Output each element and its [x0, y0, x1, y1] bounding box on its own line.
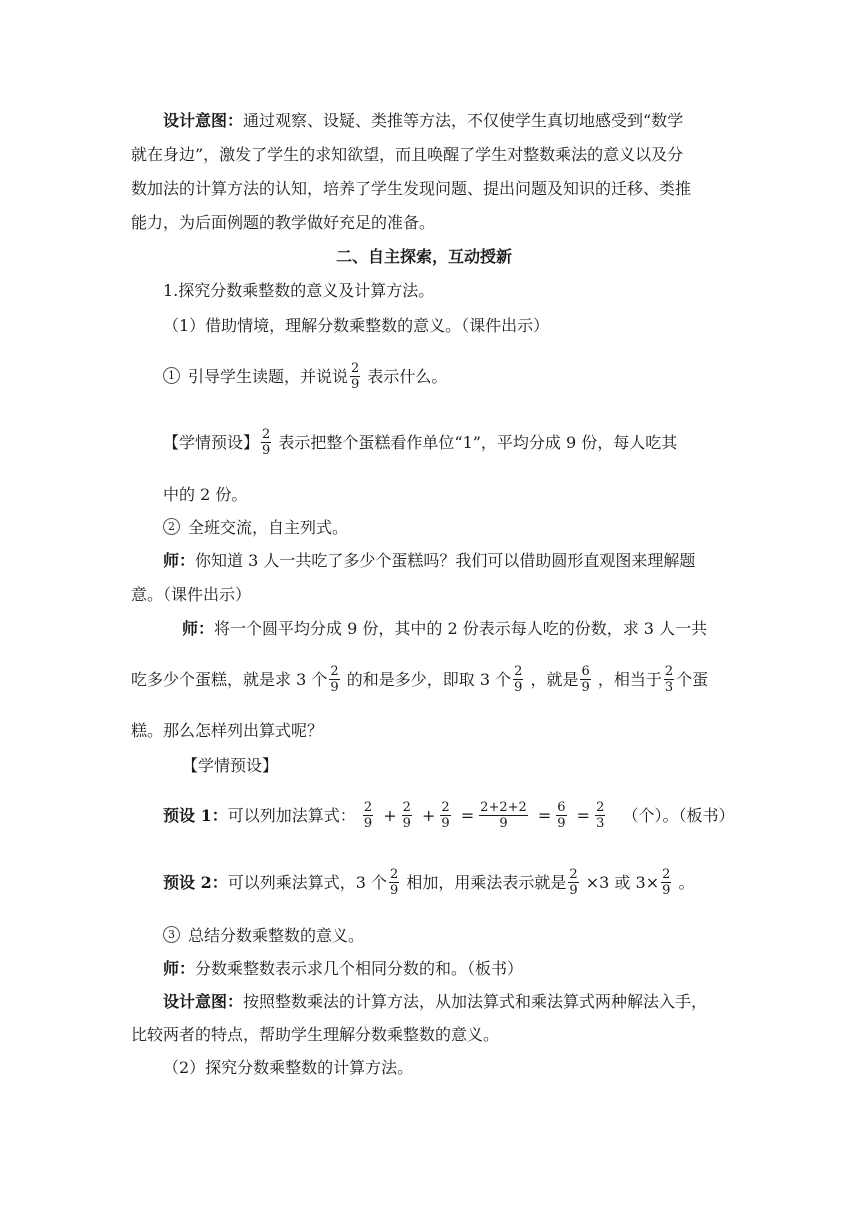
- fraction: $\frac{6}{9}$: [557, 800, 566, 831]
- step-marker: 2: [163, 518, 180, 535]
- step-text: 表示什么。: [367, 367, 448, 386]
- plus-sign: +: [421, 806, 436, 825]
- step-1: [163, 362, 447, 393]
- preset-text: 表示把整个蛋糕看作单位“1”，平均分成 9 份，每人吃其: [278, 433, 678, 452]
- design-intent-label: 设计意图：: [163, 111, 244, 130]
- fraction: $\frac{2}{3}$: [596, 800, 605, 831]
- teacher-label: 师：: [163, 551, 196, 570]
- teacher-label: 师：: [163, 959, 196, 978]
- step-2: [163, 517, 348, 539]
- paragraph-line: 数加法的计算方法的认知，培养了学生发现问题、提出问题及知识的迁移、类推: [131, 179, 692, 198]
- paragraph-text: 分数乘整数表示求几个相同分数的和。（板书）: [195, 959, 524, 978]
- sub-heading: （2）探究分数乘整数的计算方法。: [163, 1058, 414, 1077]
- fraction: $\frac{2}{9}$: [351, 361, 360, 392]
- fraction: $\frac{2}{9}$: [402, 800, 411, 831]
- preset-label: 【学情预设】: [163, 433, 260, 452]
- fraction: $\frac{2}{9}$: [441, 800, 450, 831]
- design-intent-paragraph-2: [163, 991, 707, 1013]
- fraction: $\frac{2}{9}$: [514, 664, 523, 695]
- design-intent-label: 设计意图：: [163, 992, 244, 1011]
- paragraph-text: 你知道 3 人一共吃了多少个蛋糕吗？我们可以借助圆形直观图来理解题: [195, 551, 696, 570]
- fraction: $\frac{2}{9}$: [390, 867, 399, 898]
- paragraph-line: 糕。那么怎样列出算式呢？: [131, 721, 324, 740]
- teacher-paragraph-2: [182, 618, 707, 640]
- plus-sign: +: [383, 806, 397, 825]
- preset-label: 预设 1：: [163, 806, 228, 825]
- equals-sign: =: [576, 806, 591, 825]
- preset-1-equation: 预设 1：可以列加法算式： $\frac{2}{9}$ + $\frac{2}{9}$ + $\frac{2}{9}$ = $\frac{2+2+2}{9}$ = $\frac{6}{9}$ = $\frac{2}{3}$ （个）。（板书）: [163, 800, 735, 831]
- equals-sign: =: [460, 806, 475, 825]
- preset-label: 预设 2：: [163, 873, 228, 892]
- design-intent-paragraph-1: [163, 110, 683, 132]
- fraction: $\frac{6}{9}$: [581, 664, 590, 695]
- teacher-paragraph-3: [163, 958, 523, 980]
- fraction: $\frac{2+2+2}{9}$: [480, 800, 527, 831]
- preset-heading: 【学情预设】: [182, 756, 279, 775]
- paragraph-line: 能力，为后面例题的教学做好充足的准备。: [131, 213, 436, 232]
- step-marker: 1: [163, 367, 180, 384]
- equals-sign: =: [537, 806, 552, 825]
- fraction: $\frac{2}{3}$: [664, 664, 674, 695]
- fraction: $\frac{2}{9}$: [569, 867, 578, 898]
- paragraph-text: 通过观察、设疑、类推等方法，不仅使学生真切地感受到“数学: [243, 111, 684, 130]
- paragraph-line: 比较两者的特点，帮助学生理解分数乘整数的意义。: [131, 1025, 500, 1044]
- paragraph-line: 吃多少个蛋糕，就是求 3 个 $\frac{2}{9}$ 的和是多少，即取 3 个 $\frac{2}{9}$ ，就是 $\frac{6}{9}$ ，相当于 $\frac{2}{3}$ 个蛋: [131, 664, 709, 695]
- paragraph-line: 意。（课件出示）: [131, 585, 252, 604]
- preset-paragraph: [163, 428, 677, 459]
- paragraph-line: 就在身边”，激发了学生的求知欲望，而且唤醒了学生对整数乘法的意义以及分: [131, 145, 684, 164]
- step-text: 总结分数乘整数的意义。: [188, 926, 365, 945]
- preset-2-equation: 预设 2：可以列乘法算式，3 个 $\frac{2}{9}$ 相加，用乘法表示就是 $\frac{2}{9}$ ×3 或 3× $\frac{2}{9}$ 。: [163, 867, 695, 898]
- fraction: $\frac{2}{9}$: [363, 800, 373, 831]
- teacher-paragraph-1: [163, 550, 695, 572]
- fraction: $\frac{2}{9}$: [330, 664, 339, 695]
- paragraph-text: 将一个圆平均分成 9 份，其中的 2 份表示每人吃的份数，求 3 人一共: [214, 619, 708, 638]
- step-text: 全班交流，自主列式。: [188, 518, 349, 537]
- fraction: $\frac{2}{9}$: [662, 867, 671, 898]
- fraction: $\frac{2}{9}$: [262, 427, 271, 458]
- step-3: [163, 925, 364, 947]
- item-heading: 1.探究分数乘整数的意义及计算方法。: [163, 281, 435, 300]
- step-marker: 3: [163, 926, 180, 943]
- section-title: 二、自主探索，互动授新: [336, 247, 513, 266]
- paragraph-text: 按照整数乘法的计算方法，从加法算式和乘法算式两种解法入手，: [243, 992, 708, 1011]
- paragraph-line: 中的 2 份。: [163, 485, 248, 504]
- step-text: 引导学生读题，并说说: [188, 367, 349, 386]
- teacher-label: 师：: [182, 619, 215, 638]
- sub-heading: （1）借助情境，理解分数乘整数的意义。（课件出示）: [163, 316, 550, 335]
